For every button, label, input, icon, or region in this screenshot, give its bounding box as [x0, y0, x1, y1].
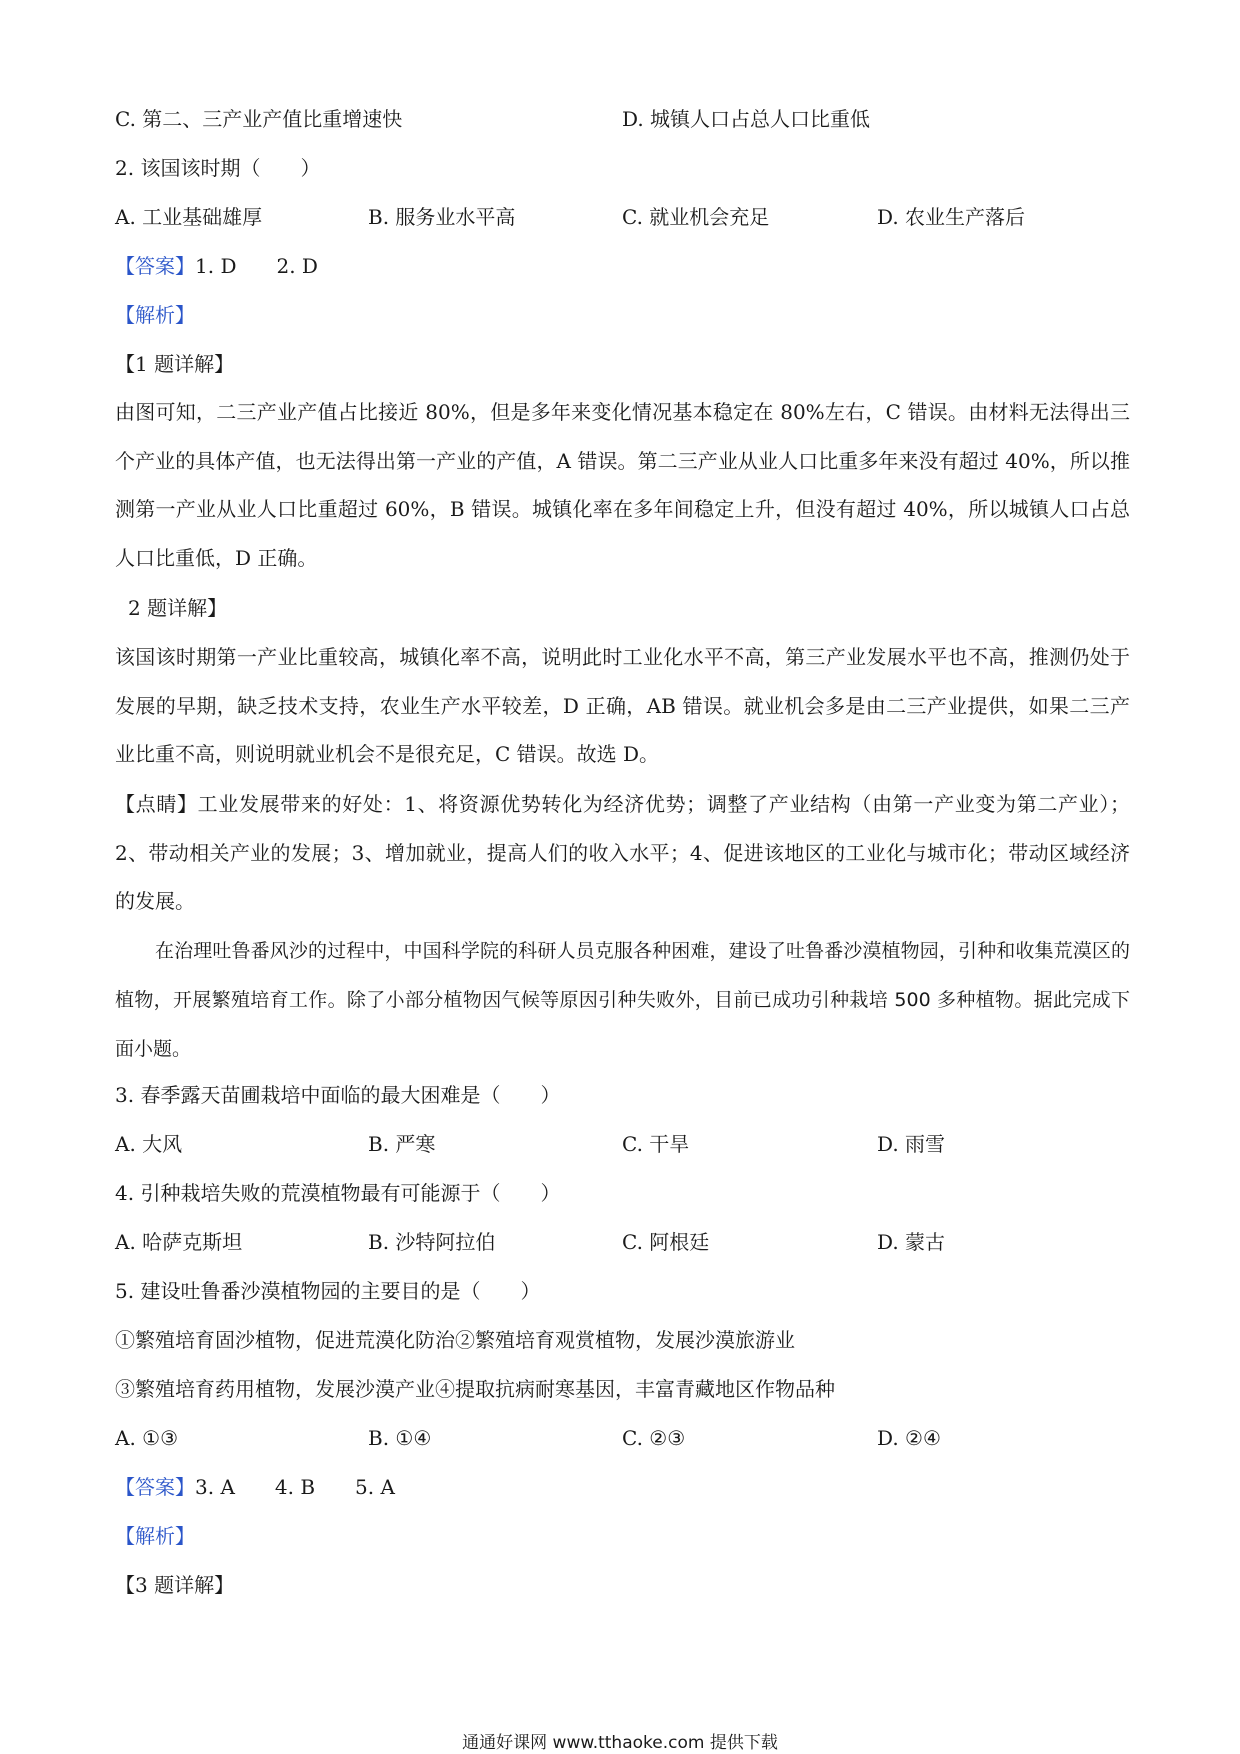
page-footer: 通通好课网 www.tthaoke.com 提供下载: [462, 1733, 778, 1753]
q3-option-c: C. 干旱: [622, 1132, 690, 1156]
q5-statement-line-2: ③繁殖培育药用植物，发展沙漠产业④提取抗病耐寒基因，丰富青藏地区作物品种: [115, 1377, 835, 1401]
tip-body: 工业发展带来的好处：1、将资源优势转化为经济优势；调整了产业结构（由第一产业变为第二产业）；2、带动相关产业的发展；3、增加就业，提高人们的收入水平；4、促进该地区的工业化与城市化；带动区域经济的发展。: [115, 792, 1130, 914]
answer-tag: 【答案】: [115, 254, 195, 278]
q3-option-b: B. 严寒: [368, 1132, 436, 1156]
analysis-tag-2: 【解析】: [115, 1524, 195, 1548]
answer-line-2: [115, 1474, 1130, 1500]
detail-3-heading: 【3 题详解】: [115, 1573, 235, 1597]
q5-option-a: A. ①③: [115, 1426, 179, 1450]
q1-option-c: C. 第二、三产业产值比重增速快: [115, 107, 403, 131]
tip-block: [115, 780, 1130, 926]
q4-option-c: C. 阿根廷: [622, 1230, 710, 1254]
detail-1-body: 由图可知，二三产业产值占比接近 80%，但是多年来变化情况基本稳定在 80%左右，C 错误。由材料无法得出三个产业的具体产值，也无法得出第一产业的产值，A 错误。第二三产业从业人口比重多年来没有超过 40%，所以推测第一产业从业人口比重超过 60%，B 错误。城镇化率在多年间稳定上升，但没有超过 40%，所以城镇人口占总人口比重低，D 正确。: [115, 400, 1130, 570]
q3-option-a: A. 大风: [115, 1132, 183, 1156]
q4-stem: 4. 引种栽培失败的荒漠植物最有可能源于（ ）: [115, 1181, 561, 1205]
q3-option-d: D. 雨雪: [877, 1132, 946, 1156]
answer-text: 3. A 4. B 5. A: [195, 1475, 395, 1499]
answer-line-1: [115, 253, 1130, 279]
q5-stem: 5. 建设吐鲁番沙漠植物园的主要目的是（ ）: [115, 1279, 541, 1303]
analysis-tag-1: 【解析】: [115, 303, 195, 327]
q3-stem: 3. 春季露天苗圃栽培中面临的最大困难是（ ）: [115, 1083, 561, 1107]
tip-tag: 【点睛】: [115, 792, 198, 816]
q5-statement-line-1: ①繁殖培育固沙植物，促进荒漠化防治②繁殖培育观赏植物，发展沙漠旅游业: [115, 1328, 795, 1352]
q2-option-a: A. 工业基础雄厚: [115, 205, 263, 229]
q2-option-b: B. 服务业水平高: [368, 205, 516, 229]
answer-tag: 【答案】: [115, 1475, 195, 1499]
material-passage: 在治理吐鲁番风沙的过程中，中国科学院的科研人员克服各种困难，建设了吐鲁番沙漠植物园，引种和收集荒漠区的植物，开展繁殖培育工作。除了小部分植物因气候等原因引种失败外，目前已成功引种栽培 500 多种植物。据此完成下面小题。: [115, 940, 1130, 1060]
q2-stem: 2. 该国该时期（ ）: [115, 156, 321, 180]
q5-option-d: D. ②④: [877, 1426, 941, 1450]
q4-option-d: D. 蒙古: [877, 1230, 946, 1254]
detail-2-heading: 2 题详解】: [128, 596, 228, 620]
detail-1-heading: 【1 题详解】: [115, 352, 235, 376]
q1-option-d: D. 城镇人口占总人口比重低: [622, 107, 871, 131]
q2-option-d: D. 农业生产落后: [877, 205, 1026, 229]
q2-option-c: C. 就业机会充足: [622, 205, 770, 229]
q5-option-b: B. ①④: [368, 1426, 432, 1450]
q4-option-b: B. 沙特阿拉伯: [368, 1230, 496, 1254]
q4-option-a: A. 哈萨克斯坦: [115, 1230, 243, 1254]
answer-text: 1. D 2. D: [195, 254, 318, 278]
q5-option-c: C. ②③: [622, 1426, 686, 1450]
detail-2-body: 该国该时期第一产业比重较高，城镇化率不高，说明此时工业化水平不高，第三产业发展水平也不高，推测仍处于发展的早期，缺乏技术支持，农业生产水平较差，D 正确，AB 错误。就业机会多是由二三产业提供，如果二三产业比重不高，则说明就业机会不是很充足，C 错误。故选 D。: [115, 645, 1130, 767]
